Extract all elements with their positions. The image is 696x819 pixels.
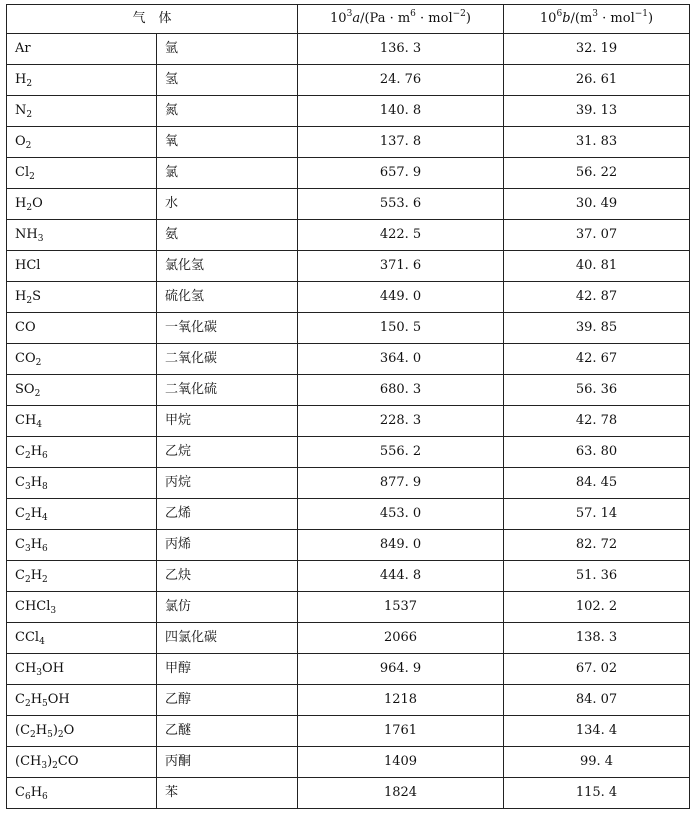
b-value-cell: 56. 22	[504, 158, 690, 189]
a-value-cell: 371. 6	[298, 251, 504, 282]
a-value-cell: 964. 9	[298, 654, 504, 685]
table-row	[7, 375, 690, 406]
b-value-cell: 42. 87	[504, 282, 690, 313]
gas-name-cell: 氢	[157, 65, 298, 96]
table-row	[7, 592, 690, 623]
formula-cell: $H_2S$	[7, 282, 157, 313]
a-value-cell: 150. 5	[298, 313, 504, 344]
gas-name-cell: 乙炔	[157, 561, 298, 592]
table-row	[7, 437, 690, 468]
b-value-cell: 67. 02	[504, 654, 690, 685]
gas-name-cell: 丙烷	[157, 468, 298, 499]
gas-name-cell: 氩	[157, 34, 298, 65]
a-value-cell: 680. 3	[298, 375, 504, 406]
table-row	[7, 65, 690, 96]
b-value-cell: 37. 07	[504, 220, 690, 251]
gas-name-cell: 苯	[157, 778, 298, 809]
formula-cell: $(CH_3)_2CO$	[7, 747, 157, 778]
formula-cell: CO	[7, 313, 157, 344]
a-value-cell: 422. 5	[298, 220, 504, 251]
gas-name-cell: 甲烷	[157, 406, 298, 437]
table-row	[7, 654, 690, 685]
a-value-cell: 444. 8	[298, 561, 504, 592]
a-value-cell: 24. 76	[298, 65, 504, 96]
formula-cell: $Cl_2$	[7, 158, 157, 189]
a-value-cell: 849. 0	[298, 530, 504, 561]
formula-cell: $CH_3OH$	[7, 654, 157, 685]
table-row	[7, 189, 690, 220]
header-b: $10^6b/(m^3 \cdot mol^{-1})$	[504, 5, 690, 34]
header-gas: 气 体	[7, 5, 298, 34]
b-value-cell: 102. 2	[504, 592, 690, 623]
table-row	[7, 127, 690, 158]
b-value-cell: 84. 45	[504, 468, 690, 499]
b-value-cell: 42. 78	[504, 406, 690, 437]
b-value-cell: 115. 4	[504, 778, 690, 809]
b-value-cell: 82. 72	[504, 530, 690, 561]
gas-name-cell: 乙醇	[157, 685, 298, 716]
table-row	[7, 623, 690, 654]
table-row	[7, 685, 690, 716]
a-value-cell: 1409	[298, 747, 504, 778]
b-value-cell: 42. 67	[504, 344, 690, 375]
table-row	[7, 747, 690, 778]
a-value-cell: 553. 6	[298, 189, 504, 220]
formula-cell: $C_3H_6$	[7, 530, 157, 561]
van-der-waals-constants-table	[6, 4, 690, 809]
gas-name-cell: 丙酮	[157, 747, 298, 778]
formula-cell: $H_2O$	[7, 189, 157, 220]
formula-cell: $C_2H_5OH$	[7, 685, 157, 716]
b-value-cell: 31. 83	[504, 127, 690, 158]
b-value-cell: 26. 61	[504, 65, 690, 96]
header-a: $10^3a/(Pa \cdot m^6 \cdot mol^{-2})$	[298, 5, 504, 34]
table-row	[7, 406, 690, 437]
table-header-row	[7, 5, 690, 34]
table-row	[7, 778, 690, 809]
gas-name-cell: 乙烯	[157, 499, 298, 530]
gas-name-cell: 氮	[157, 96, 298, 127]
table-row	[7, 499, 690, 530]
a-value-cell: 1218	[298, 685, 504, 716]
table-row	[7, 561, 690, 592]
gas-name-cell: 二氧化硫	[157, 375, 298, 406]
a-value-cell: 1824	[298, 778, 504, 809]
table-row	[7, 34, 690, 65]
gas-name-cell: 乙醚	[157, 716, 298, 747]
gas-name-cell: 氯仿	[157, 592, 298, 623]
table-row	[7, 282, 690, 313]
formula-cell: $H_2$	[7, 65, 157, 96]
gas-name-cell: 甲醇	[157, 654, 298, 685]
formula-cell: $C_2H_6$	[7, 437, 157, 468]
a-value-cell: 137. 8	[298, 127, 504, 158]
table-row	[7, 716, 690, 747]
formula-cell: CHCl$_3$	[7, 592, 157, 623]
table-row	[7, 96, 690, 127]
table-row	[7, 220, 690, 251]
b-value-cell: 56. 36	[504, 375, 690, 406]
formula-cell: $N_2$	[7, 96, 157, 127]
table-row	[7, 313, 690, 344]
formula-cell: $(C_2H_5)_2O$	[7, 716, 157, 747]
a-value-cell: 453. 0	[298, 499, 504, 530]
b-value-cell: 32. 19	[504, 34, 690, 65]
formula-cell: $C_2H_2$	[7, 561, 157, 592]
formula-cell: HCl	[7, 251, 157, 282]
a-value-cell: 2066	[298, 623, 504, 654]
gas-name-cell: 氧	[157, 127, 298, 158]
formula-cell: $C_6H_6$	[7, 778, 157, 809]
b-value-cell: 40. 81	[504, 251, 690, 282]
b-value-cell: 51. 36	[504, 561, 690, 592]
b-value-cell: 99. 4	[504, 747, 690, 778]
gas-name-cell: 乙烷	[157, 437, 298, 468]
formula-cell: $O_2$	[7, 127, 157, 158]
a-value-cell: 136. 3	[298, 34, 504, 65]
b-value-cell: 84. 07	[504, 685, 690, 716]
gas-name-cell: 硫化氢	[157, 282, 298, 313]
gas-name-cell: 水	[157, 189, 298, 220]
b-value-cell: 30. 49	[504, 189, 690, 220]
table-row	[7, 158, 690, 189]
b-value-cell: 39. 13	[504, 96, 690, 127]
gas-name-cell: 氨	[157, 220, 298, 251]
table-row	[7, 344, 690, 375]
b-value-cell: 57. 14	[504, 499, 690, 530]
table-row	[7, 251, 690, 282]
gas-name-cell: 一氧化碳	[157, 313, 298, 344]
b-value-cell: 39. 85	[504, 313, 690, 344]
formula-cell: $SO_2$	[7, 375, 157, 406]
formula-cell: CCl$_4$	[7, 623, 157, 654]
a-value-cell: 140. 8	[298, 96, 504, 127]
a-value-cell: 364. 0	[298, 344, 504, 375]
formula-cell: $C_3H_8$	[7, 468, 157, 499]
a-value-cell: 449. 0	[298, 282, 504, 313]
formula-cell: Ar	[7, 34, 157, 65]
a-value-cell: 1761	[298, 716, 504, 747]
gas-name-cell: 四氯化碳	[157, 623, 298, 654]
b-value-cell: 63. 80	[504, 437, 690, 468]
formula-cell: $NH_3$	[7, 220, 157, 251]
formula-cell: $CH_4$	[7, 406, 157, 437]
table-row	[7, 530, 690, 561]
gas-name-cell: 氯化氢	[157, 251, 298, 282]
b-value-cell: 134. 4	[504, 716, 690, 747]
gas-name-cell: 氯	[157, 158, 298, 189]
b-value-cell: 138. 3	[504, 623, 690, 654]
a-value-cell: 657. 9	[298, 158, 504, 189]
table-row	[7, 468, 690, 499]
a-value-cell: 228. 3	[298, 406, 504, 437]
a-value-cell: 877. 9	[298, 468, 504, 499]
formula-cell: $C_2H_4$	[7, 499, 157, 530]
a-value-cell: 1537	[298, 592, 504, 623]
gas-name-cell: 丙烯	[157, 530, 298, 561]
formula-cell: $CO_2$	[7, 344, 157, 375]
gas-name-cell: 二氧化碳	[157, 344, 298, 375]
a-value-cell: 556. 2	[298, 437, 504, 468]
